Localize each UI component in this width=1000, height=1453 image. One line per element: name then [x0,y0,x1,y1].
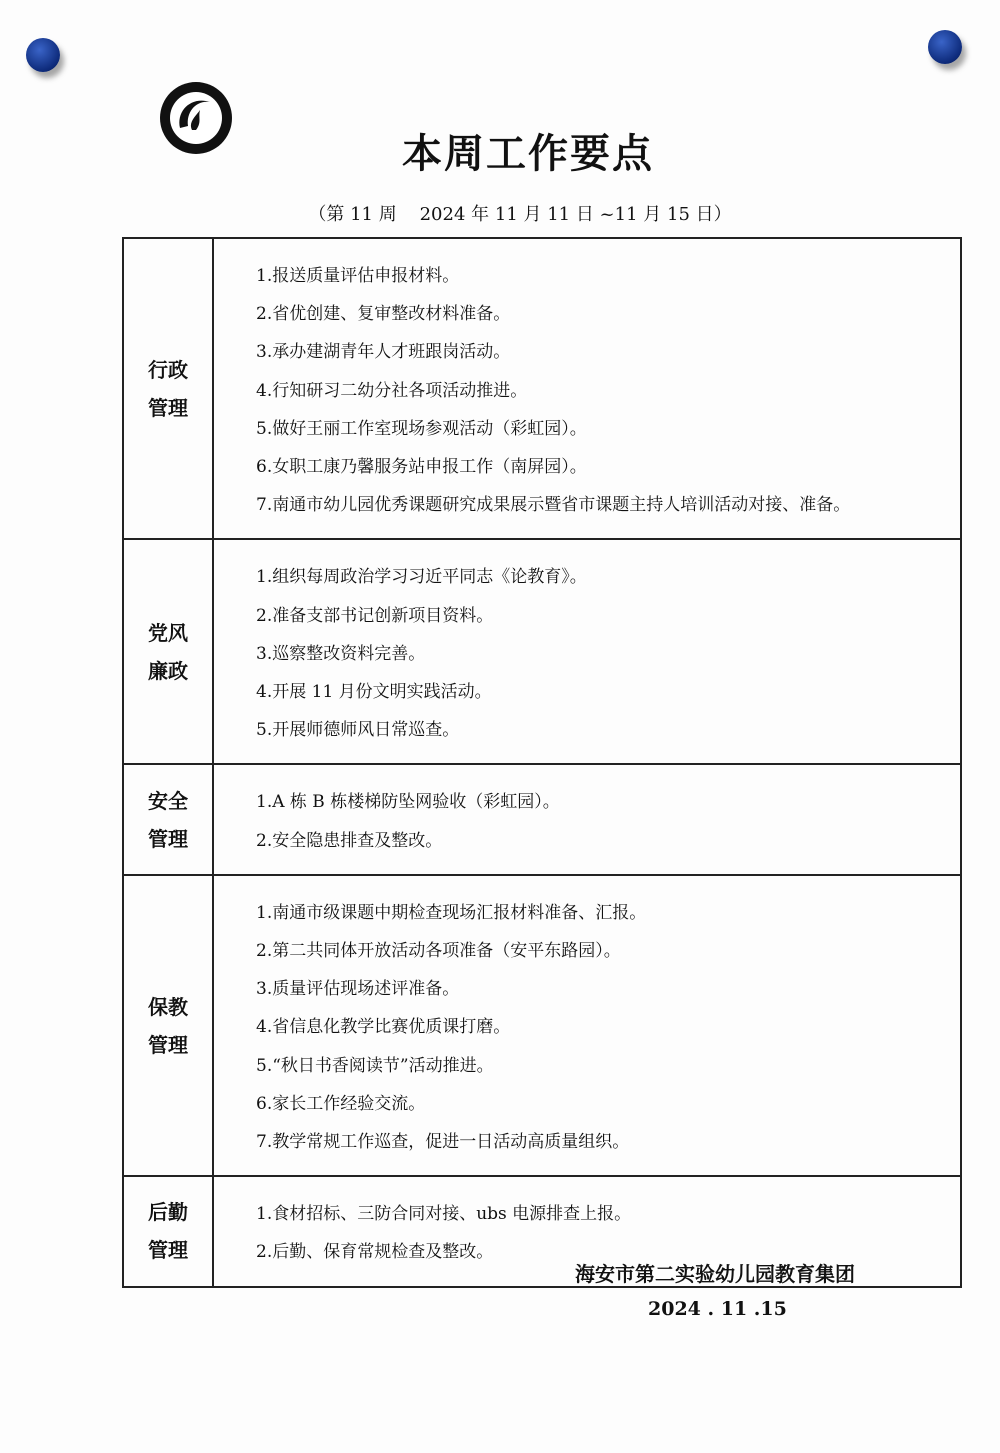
items-cell [214,765,960,873]
category-label: 安全管理 [148,788,188,851]
list-item: 1.报送质量评估申报材料。 [256,266,460,286]
category-cell [124,540,214,763]
organization-name: 海安市第二实验幼儿园教育集团 [575,1262,855,1286]
category-label: 后勤管理 [148,1200,188,1263]
list-item: 7.南通市幼儿园优秀课题研究成果展示暨省市课题主持人培训活动对接、准备。 [256,495,851,516]
list-item: 1.食材招标、三防合同对接、ubs 电源排查上报。 [256,1204,632,1225]
list-item: 5.“秋日书香阅读节”活动推进。 [256,1055,494,1076]
list-item: 1.组织每周政治学习习近平同志《论教育》。 [256,567,587,588]
category-cell [124,239,214,538]
list-item: 4.行知研习二幼分社各项活动推进。 [256,380,528,401]
list-item: 2.省优创建、复审整改材料准备。 [256,304,511,325]
table-row [124,538,960,763]
list-item: 1.A 栋 B 栋楼梯防坠网验收（彩虹园）。 [256,792,560,813]
category-label: 党风廉政 [148,620,188,683]
week-range: （第 11 周 2024 年 11 月 11 日 ~11 月 15 日） [308,204,732,225]
list-item: 5.开展师德师风日常巡查。 [256,720,460,741]
list-item: 3.巡察整改资料完善。 [256,643,426,664]
list-item: 6.女职工康乃馨服务站申报工作（南屏园）。 [256,457,587,478]
category-label: 保教管理 [148,994,188,1057]
table-row [124,239,960,538]
list-item: 2.后勤、保育常规检查及整改。 [256,1242,494,1263]
pushpin-icon [928,30,962,64]
list-item: 4.省信息化教学比赛优质课打磨。 [256,1017,511,1038]
items-cell [214,239,960,538]
list-item: 3.承办建湖青年人才班跟岗活动。 [256,342,511,363]
page-title: 本周工作要点 [402,130,654,177]
list-item: 1.南通市级课题中期检查现场汇报材料准备、汇报。 [256,902,647,923]
list-item: 6.家长工作经验交流。 [256,1093,426,1114]
items-cell [214,540,960,763]
table-row [124,763,960,873]
list-item: 3.质量评估现场述评准备。 [256,979,460,1000]
list-item: 2.准备支部书记创新项目资料。 [256,605,494,626]
category-cell [124,765,214,873]
category-cell [124,876,214,1175]
list-item: 7.教学常规工作巡查，促进一日活动高质量组织。 [256,1132,630,1153]
list-item: 5.做好王丽工作室现场参观活动（彩虹园）。 [256,418,587,439]
category-cell [124,1177,214,1285]
table-row [124,874,960,1175]
list-item: 4.开展 11 月份文明实践活动。 [256,682,492,703]
list-item: 2.第二共同体开放活动各项准备（安平东路园）。 [256,941,621,962]
category-label: 行政管理 [148,357,188,420]
issue-date: 2024 . 11 .15 [648,1298,787,1320]
work-table [122,237,962,1288]
list-item: 2.安全隐患排查及整改。 [256,830,443,851]
items-cell [214,876,960,1175]
pushpin-icon [26,38,60,72]
